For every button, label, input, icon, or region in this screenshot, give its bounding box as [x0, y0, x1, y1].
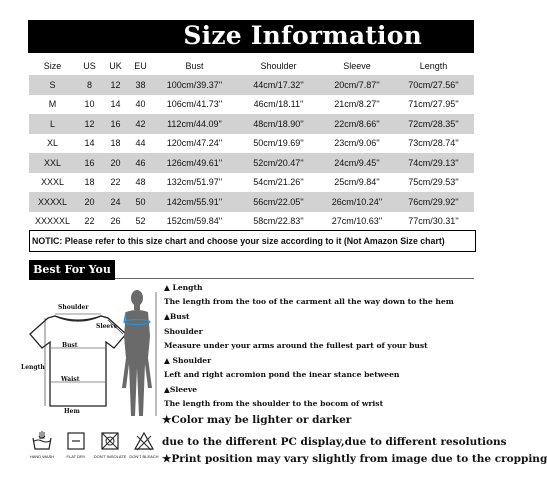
- cell-uk: 12: [103, 75, 128, 95]
- care-hand-wash: [25, 430, 59, 470]
- cell-us: 18: [76, 173, 103, 193]
- section-divider: [115, 278, 474, 279]
- cell-size: M: [29, 95, 76, 115]
- header-bust: Bust: [153, 56, 236, 75]
- diagram-label-sleeve: Sleeve: [96, 323, 118, 330]
- header-size: Size: [29, 56, 76, 75]
- page-title: Size Information: [183, 21, 422, 50]
- header-eu: EU: [128, 56, 153, 75]
- cell-bust: 126cm/49.61'': [153, 153, 236, 173]
- table-row: [29, 212, 474, 232]
- header-uk: UK: [103, 56, 128, 75]
- cell-bust: 106cm/41.73'': [153, 95, 236, 115]
- cell-sleeve: 25cm/9.84'': [321, 173, 393, 193]
- flat-dry-icon: [65, 430, 87, 452]
- cell-eu: 46: [128, 153, 153, 173]
- cell-bust: 120cm/47.24'': [153, 134, 236, 154]
- cell-uk: 18: [103, 134, 128, 154]
- cell-us: 22: [76, 212, 103, 232]
- cell-size: XXXL: [29, 173, 76, 193]
- cell-bust: 152cm/59.84'': [153, 212, 236, 232]
- cell-sleeve: 27cm/10.63'': [321, 212, 393, 232]
- desc-length-heading: ▲ Length: [164, 283, 203, 292]
- table-row: [29, 75, 474, 95]
- cell-sleeve: 26cm/10.24'': [321, 192, 393, 212]
- cell-uk: 16: [103, 114, 128, 134]
- cell-size: XXL: [29, 153, 76, 173]
- cell-uk: 20: [103, 153, 128, 173]
- title-bar: [28, 20, 474, 53]
- diagram-label-bust: Bust: [62, 342, 78, 349]
- cell-shoulder: 52cm/20.47'': [236, 153, 321, 173]
- desc-bust-body: Measure under your arms around the fullest part of your bust: [164, 341, 428, 350]
- desc-shoulder-heading: ▲ Shoulder: [164, 356, 212, 365]
- care-label-dont-bleach: DON'T BLEACH: [129, 454, 159, 459]
- cell-length: 70cm/27.56'': [393, 75, 474, 95]
- desc-bust-heading: ▲Bust: [164, 312, 190, 321]
- cell-eu: 48: [128, 173, 153, 193]
- cell-bust: 142cm/55.91'': [153, 192, 236, 212]
- cell-us: 8: [76, 75, 103, 95]
- cell-eu: 38: [128, 75, 153, 95]
- header-length: Length: [393, 56, 474, 75]
- person-silhouette-icon: [112, 288, 162, 418]
- header-shoulder: Shoulder: [236, 56, 321, 75]
- diagram-label-length: Length: [21, 364, 45, 371]
- dont-insolate-icon: [99, 430, 121, 452]
- cell-uk: 26: [103, 212, 128, 232]
- desc-sleeve-body: The length from the shoulder to the bocom of wrist: [164, 399, 384, 408]
- cell-uk: 24: [103, 192, 128, 212]
- cell-shoulder: 58cm/22.83'': [236, 212, 321, 232]
- care-label-hand-wash: HAND WASH: [29, 454, 55, 459]
- cell-bust: 132cm/51.97'': [153, 173, 236, 193]
- table-row: [29, 134, 474, 154]
- dont-bleach-icon: [133, 430, 155, 452]
- cell-shoulder: 50cm/19.69'': [236, 134, 321, 154]
- cell-size: XL: [29, 134, 76, 154]
- cell-sleeve: 24cm/9.45'': [321, 153, 393, 173]
- desc-shoulder-body: Left and right acromion pond the inear stance between: [164, 370, 400, 379]
- cell-us: 14: [76, 134, 103, 154]
- cell-size: L: [29, 114, 76, 134]
- table-row: [29, 192, 474, 212]
- desc-shoulder-word: Shoulder: [164, 327, 203, 336]
- cell-length: 75cm/29.53'': [393, 173, 474, 193]
- cell-shoulder: 56cm/22.05'': [236, 192, 321, 212]
- table-header-row: [29, 56, 474, 75]
- cell-length: 77cm/30.31'': [393, 212, 474, 232]
- care-dont-insolate: [93, 430, 127, 470]
- table-row: [29, 114, 474, 134]
- cell-shoulder: 44cm/17.32'': [236, 75, 321, 95]
- table-row: [29, 95, 474, 115]
- care-dont-bleach: [127, 430, 161, 470]
- cell-size: XXXXXL: [29, 212, 76, 232]
- best-for-you-header: Best For You: [29, 260, 115, 280]
- cell-sleeve: 21cm/8.27'': [321, 95, 393, 115]
- size-table: [29, 56, 474, 231]
- header-sleeve: Sleeve: [321, 56, 393, 75]
- cell-shoulder: 46cm/18.11'': [236, 95, 321, 115]
- cell-length: 72cm/28.35'': [393, 114, 474, 134]
- cell-eu: 52: [128, 212, 153, 232]
- cell-us: 10: [76, 95, 103, 115]
- cell-uk: 22: [103, 173, 128, 193]
- cell-us: 16: [76, 153, 103, 173]
- diagram-label-hem: Hem: [64, 408, 80, 415]
- diagram-label-waist: Waist: [61, 376, 80, 383]
- cell-length: 74cm/29.13'': [393, 153, 474, 173]
- care-flat-dry: [59, 430, 93, 470]
- cell-us: 12: [76, 114, 103, 134]
- header-us: US: [76, 56, 103, 75]
- cell-shoulder: 48cm/18.90'': [236, 114, 321, 134]
- cell-length: 73cm/28.74'': [393, 134, 474, 154]
- table-row: [29, 173, 474, 193]
- cell-bust: 100cm/39.37'': [153, 75, 236, 95]
- care-label-flat-dry: FLAT DRY: [66, 454, 86, 459]
- cell-uk: 14: [103, 95, 128, 115]
- cell-length: 76cm/29.92'': [393, 192, 474, 212]
- cell-sleeve: 20cm/7.87'': [321, 75, 393, 95]
- desc-sleeve-heading: ▲Sleeve: [164, 385, 198, 394]
- note-color: ★Color may be lighter or darker: [162, 414, 352, 426]
- cell-bust: 112cm/44.09'': [153, 114, 236, 134]
- cell-us: 20: [76, 192, 103, 212]
- cell-eu: 40: [128, 95, 153, 115]
- note-pc-display: due to the different PC display,due to different resolutions: [162, 436, 507, 448]
- cell-size: XXXXL: [29, 192, 76, 212]
- diagram-label-shoulder: Shoulder: [58, 304, 89, 311]
- cell-size: S: [29, 75, 76, 95]
- table-row: [29, 153, 474, 173]
- cell-sleeve: 22cm/8.66'': [321, 114, 393, 134]
- cell-eu: 44: [128, 134, 153, 154]
- notic-box: NOTIC: Please refer to this size chart and choose your size according to it (Not Amazon Size chart): [29, 230, 476, 252]
- cell-length: 71cm/27.95'': [393, 95, 474, 115]
- desc-length-body: The length from the too of the carment all the way down to the hem: [164, 297, 454, 306]
- hand-wash-icon: [31, 430, 53, 452]
- cell-eu: 42: [128, 114, 153, 134]
- cell-shoulder: 54cm/21.26'': [236, 173, 321, 193]
- cell-eu: 50: [128, 192, 153, 212]
- cell-sleeve: 23cm/9.06'': [321, 134, 393, 154]
- care-label-dont-insolate: DON'T INSOLATE: [93, 454, 127, 459]
- note-print-position: ★Print position may vary slightly from image due to the cropping: [162, 453, 547, 465]
